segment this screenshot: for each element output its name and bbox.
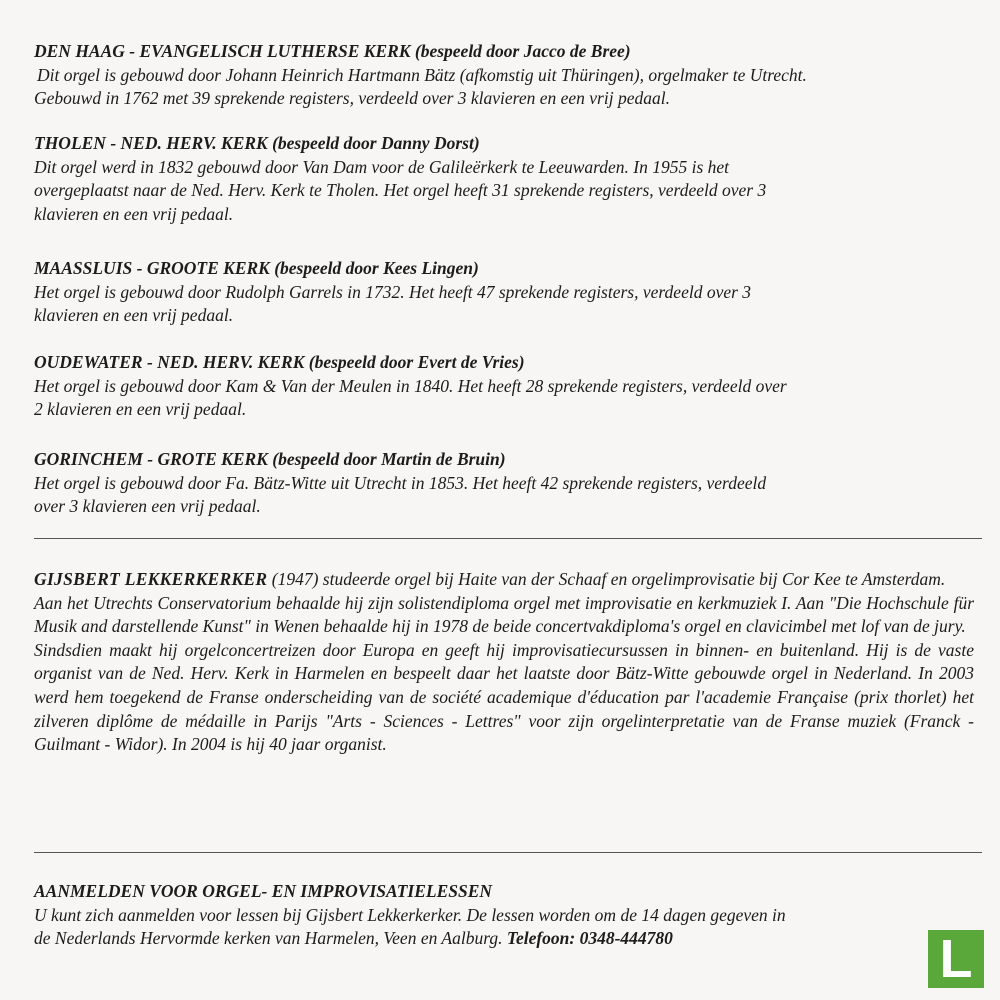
organ-description-line: Dit orgel werd in 1832 gebouwd door Van Dam voor de Galileërkerk te Leeuwarden. In 1955 is het: [34, 156, 730, 177]
lessons-text-churches: de Nederlands Hervormde kerken van Harmelen, Veen en Aalburg.: [34, 928, 503, 949]
organ-description-line: 2 klavieren en een vrij pedaal.: [34, 399, 247, 420]
organist-name: GIJSBERT LEKKERKERKER: [34, 569, 268, 589]
organ-entry-tholen: [34, 132, 974, 226]
organ-title: OUDEWATER - NED. HERV. KERK (bespeeld door Evert de Vries): [34, 352, 525, 372]
organ-description-line: over 3 klavieren een vrij pedaal.: [34, 496, 261, 517]
organ-entry-oudewater: [34, 351, 974, 422]
lessons-section: [34, 880, 974, 951]
organ-entry-den-haag: [34, 40, 974, 111]
organ-description-line: Het orgel is gebouwd door Fa. Bätz-Witte uit Utrecht in 1853. Het heeft 42 sprekende registers, verdeeld: [34, 472, 767, 493]
organ-title: MAASSLUIS - GROOTE KERK (bespeeld door Kees Lingen): [34, 258, 479, 278]
bio-paragraph: [34, 568, 974, 592]
section-divider: [34, 852, 982, 853]
organ-title: GORINCHEM - GROTE KERK (bespeeld door Martin de Bruin): [34, 449, 506, 469]
organ-title: DEN HAAG - EVANGELISCH LUTHERSE KERK (bespeeld door Jacco de Bree): [34, 41, 631, 61]
organ-description-line: klavieren en een vrij pedaal.: [34, 305, 234, 326]
lessons-text-line: [34, 927, 974, 951]
organ-entry-maassluis: [34, 257, 974, 328]
logo-letter: L: [939, 929, 973, 989]
organ-title: THOLEN - NED. HERV. KERK (bespeeld door Danny Dorst): [34, 133, 480, 153]
bio-paragraph: Aan het Utrechts Conservatorium behaalde hij zijn solistendiploma orgel met improvisatie en kerkmuziek I. Aan "Die Hochschule für Musik and darstellende Kunst" in Wenen behaalde hij in 1978 de beide concertvakdiploma's orgel en clavicimbel met lof van de jury.: [34, 592, 974, 637]
site-logo: [928, 930, 984, 988]
lessons-title: AANMELDEN VOOR ORGEL- EN IMPROVISATIELESSEN: [34, 881, 493, 901]
organ-description-line: Het orgel is gebouwd door Rudolph Garrels in 1732. Het heeft 47 sprekende registers, verdeeld over 3: [34, 281, 752, 302]
organ-description-line: Gebouwd in 1762 met 39 sprekende registers, verdeeld over 3 klavieren en een vrij pedaal.: [34, 88, 670, 109]
organ-description-line: overgeplaatst naar de Ned. Herv. Kerk te Tholen. Het orgel heeft 31 sprekende registers, verdeeld over 3: [34, 180, 767, 201]
organ-description-line: Dit orgel is gebouwd door Johann Heinrich Hartmann Bätz (afkomstig uit Thüringen), orgelmaker te Utrecht.: [37, 64, 807, 85]
lessons-text-line: U kunt zich aanmelden voor lessen bij Gijsbert Lekkerkerker. De lessen worden om de 14 dagen gegeven in: [34, 904, 786, 925]
organ-entry-gorinchem: [34, 448, 974, 519]
phone-number: Telefoon: 0348-444780: [506, 928, 673, 949]
organ-description-line: klavieren en een vrij pedaal.: [34, 203, 234, 224]
bio-intro-text: (1947) studeerde orgel bij Haite van der Schaaf en orgelimprovisatie bij Cor Kee te Amsterdam.: [267, 569, 946, 589]
bio-paragraph: Sindsdien maakt hij orgelconcertreizen door Europa en geeft hij improvisatiecursussen in binnen- en buitenland. Hij is de vaste organist van de Ned. Herv. Kerk in Harmelen en bespeelt daar het laatste door Bätz-Witte gebouwde orgel in Nederland. In 2003 werd hem toegekend de Franse onderscheiding van de société academique d'éducation par l'academie Française (prix thorlet) het zilveren diplôme de médaille in Parijs "Arts - Sciences - Lettres" voor zijn orgelinterpretatie van de Franse muziek (Franck - Guilmant - Widor). In 2004 is hij 40 jaar organist.: [34, 639, 974, 755]
organ-description-line: Het orgel is gebouwd door Kam & Van der Meulen in 1840. Het heeft 28 sprekende registers, verdeeld over: [34, 375, 787, 396]
section-divider: [34, 538, 982, 539]
organist-biography: [34, 568, 974, 757]
